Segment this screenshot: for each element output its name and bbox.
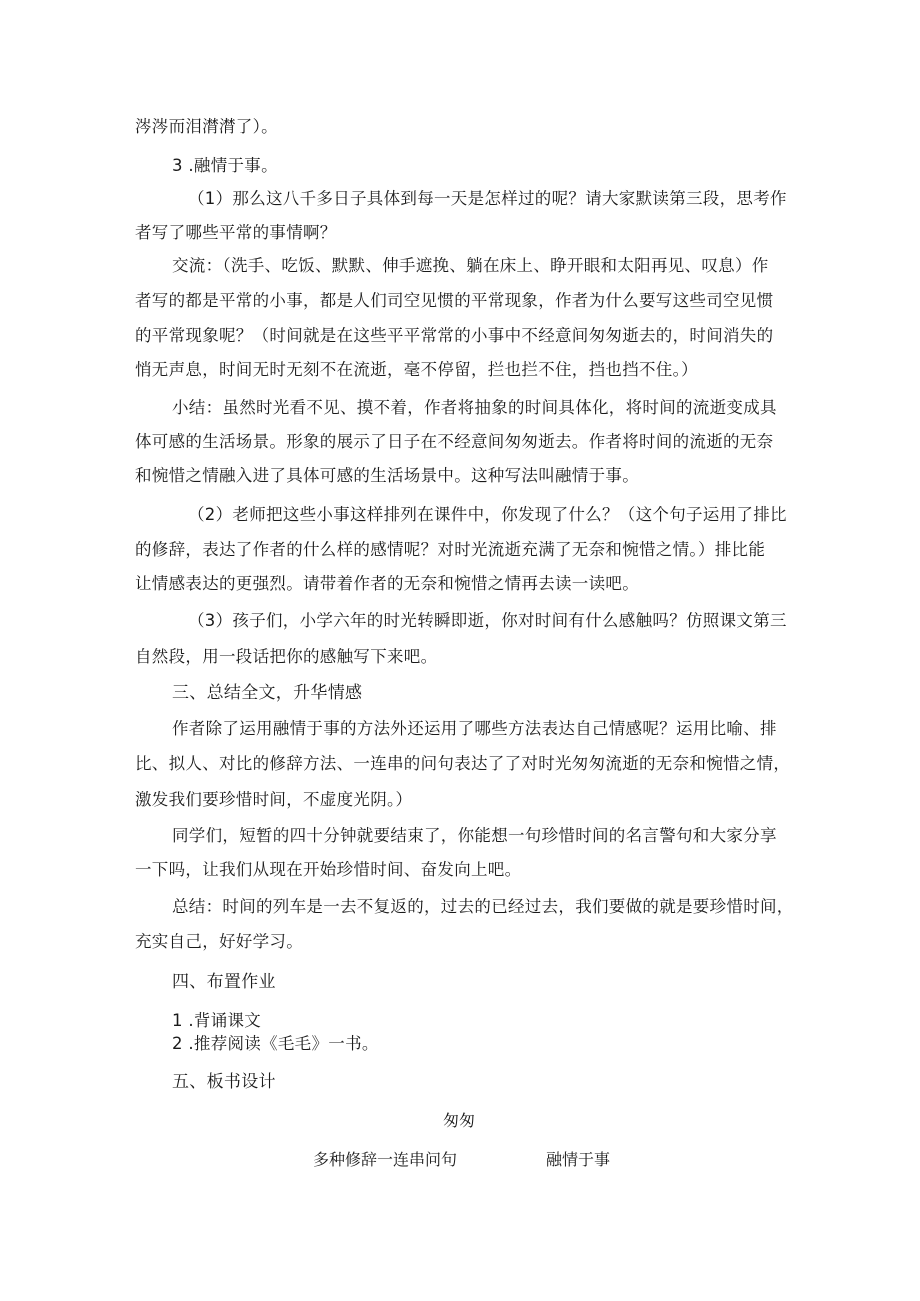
text-line: 自然段，用一段话把你的感触写下来吧。 — [135, 647, 438, 666]
board-title: 匆匆 — [443, 1111, 476, 1130]
text-line: 激发我们要珍惜时间，不虚度光阴。） — [135, 790, 413, 809]
text-line: 比、拟人、对比的修辞方法、一连串的问句表达了了对时光匆匆流逝的无奈和惋惜之情， — [135, 754, 791, 773]
text-line: 者写了哪些平常的事情啊？ — [135, 223, 337, 242]
section-item-3: 3 .融情于事。 — [172, 156, 278, 175]
text-line: 涔涔而泪潸潸了）。 — [135, 117, 278, 136]
text-line: （2）老师把这些小事这样排列在课件中，你发现了什么？（这个句子运用了排比 — [188, 505, 787, 524]
text-line: 一下吗，让我们从现在开始珍惜时间、奋发向上吧。 — [135, 860, 522, 879]
section-heading-4: 四、布置作业 — [172, 972, 276, 992]
text-line: 体可感的生活场景。形象的展示了日子在不经意间匆匆逝去。作者将时间的流逝的无奈 — [135, 432, 774, 451]
section-heading-5: 五、板书设计 — [172, 1072, 276, 1092]
homework-item-1: 1 .背诵课文 — [172, 1011, 262, 1030]
text-line: 者写的都是平常的小事，都是人们司空见惯的平常现象，作者为什么要写这些司空见惯 — [135, 291, 774, 310]
text-line: 小结：虽然时光看不见、摸不着，作者将抽象的时间具体化，将时间的流逝变成具 — [172, 398, 777, 417]
text-line: （3）孩子们，小学六年的时光转瞬即逝，你对时间有什么感触吗？仿照课文第三 — [188, 611, 787, 630]
text-line: 的平常现象呢？（时间就是在这些平平常常的小事中不经意间匆匆逝去的，时间消失的 — [135, 326, 774, 345]
board-left-item: 多种修辞一连串问句 — [313, 1150, 458, 1169]
text-line: 悄无声息，时间无时无刻不在流逝，毫不停留，拦也拦不住，挡也挡不住。） — [135, 360, 698, 379]
text-line: 让情感表达的更强烈。请带着作者的无奈和惋惜之情再去读一读吧。 — [135, 574, 639, 593]
section-heading-3: 三、总结全文，升华情感 — [172, 683, 363, 703]
text-line: 同学们，短暂的四十分钟就要结束了，你能想一句珍惜时间的名言警句和大家分享 — [172, 826, 777, 845]
text-line: 交流：（洗手、吃饭、默默、伸手遮挽、躺在床上、睁开眼和太阳再见、叹息）作 — [172, 256, 769, 275]
text-line: 的修辞，表达了作者的什么样的感情呢？对时光流逝充满了无奈和惋惜之情。）排比能 — [135, 540, 766, 559]
text-line: 总结：时间的列车是一去不复返的，过去的已经过去，我们要做的就是要珍惜时间， — [172, 897, 794, 916]
text-line: 充实自己，好好学习。 — [135, 932, 303, 951]
text-line: 和惋惜之情融入进了具体可感的生活场景中。这种写法叫融情于事。 — [135, 466, 639, 485]
homework-item-2: 2 .推荐阅读《毛毛》一书。 — [172, 1034, 379, 1053]
text-line: （1）那么这八千多日子具体到每一天是怎样过的呢？请大家默读第三段，思考作 — [188, 189, 787, 208]
text-line: 作者除了运用融情于事的方法外还运用了哪些方法表达自己情感呢？运用比喻、排 — [172, 719, 777, 738]
board-right-item: 融情于事 — [546, 1150, 611, 1169]
